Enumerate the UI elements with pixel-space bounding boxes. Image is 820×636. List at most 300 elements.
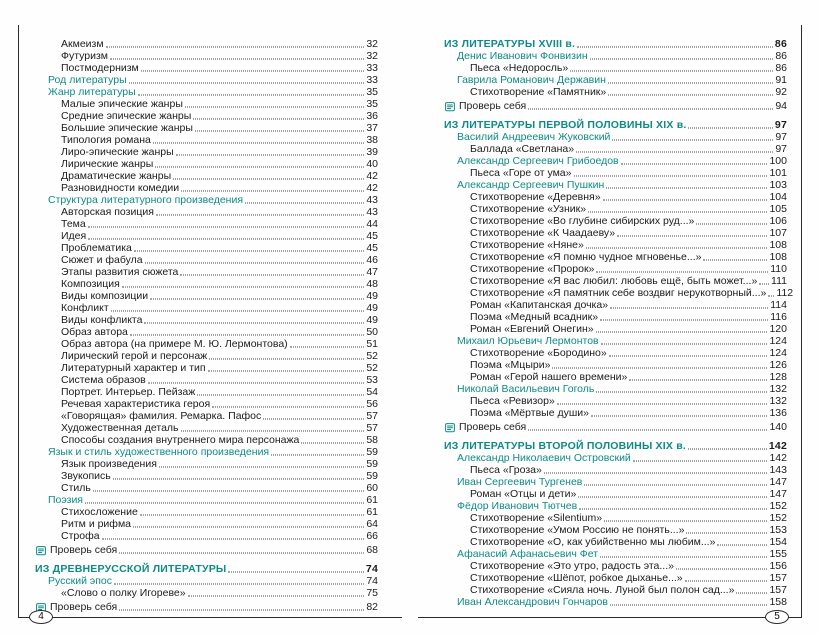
- toc-entry-page: 35: [366, 98, 378, 110]
- toc-dots-leader: [245, 192, 364, 204]
- toc-entry-title: Жанр литературы: [48, 86, 136, 98]
- toc-dots-leader: [603, 189, 768, 201]
- toc-dots-leader: [601, 333, 768, 345]
- toc-entry-page: 35: [366, 86, 378, 98]
- toc-entry-title: Стиль: [61, 482, 91, 494]
- toc-entry-page: 43: [366, 206, 378, 218]
- toc-entry-page: 45: [366, 242, 378, 254]
- toc-dots-leader: [736, 582, 767, 594]
- toc-entry-page: 74: [366, 575, 378, 587]
- toc-entry-page: 126: [769, 359, 787, 371]
- toc-entry-page: 111: [771, 275, 787, 287]
- toc-entry-title: ИЗ ДРЕВНЕРУССКОЙ ЛИТЕРАТУРЫ: [35, 563, 227, 575]
- toc-entry-title: Стихотворение «Умом Россию не понять...»: [470, 524, 685, 536]
- toc-entry: [35, 601, 378, 613]
- toc-entry-title: Образ автора (на примере М. Ю. Лермонтова): [61, 338, 288, 350]
- toc-dots-leader: [301, 432, 364, 444]
- toc-entry-page: 56: [366, 398, 378, 410]
- toc-entry-page: 38: [366, 134, 378, 146]
- toc-entry: [444, 407, 787, 419]
- toc-entry-title: Гаврила Романович Державин: [457, 74, 606, 86]
- toc-entry-title: Михаил Юрьевич Лермонтов: [457, 335, 599, 347]
- toc-entry-page: 147: [769, 488, 787, 500]
- toc-entry-page: 101: [769, 167, 787, 179]
- toc-entry-title: Василий Андреевич Жуковский: [457, 131, 611, 143]
- toc-entry-page: 33: [366, 62, 378, 74]
- toc-entry: [35, 544, 378, 556]
- toc-entry-page: 104: [769, 191, 787, 203]
- toc-entry-title: Проверь себя: [50, 544, 118, 556]
- toc-entry-page: 54: [366, 386, 378, 398]
- toc-entry-title: Денис Иванович Фонвизин: [457, 50, 588, 62]
- toc-entry-title: Роман «Евгений Онегин»: [470, 323, 594, 335]
- toc-entry-title: «Слово о полку Игореве»: [61, 587, 186, 599]
- toc-entry-page: 37: [366, 122, 378, 134]
- toc-entry-title: Стихотворение «Деревня»: [470, 191, 601, 203]
- toc-entry-page: 94: [775, 100, 787, 112]
- toc-entry-page: 152: [769, 500, 787, 512]
- toc-dots-leader: [176, 144, 365, 156]
- toc-dots-leader: [688, 117, 772, 129]
- toc-entry-title: Авторская позиция: [61, 206, 154, 218]
- toc-dots-leader: [528, 98, 773, 110]
- toc-dots-leader: [141, 60, 365, 72]
- toc-entry-title: Язык и стиль художественного произведения: [48, 446, 270, 458]
- toc-entry-page: 45: [366, 230, 378, 242]
- toc-entry-page: 66: [366, 530, 378, 542]
- toc-entry-page: 86: [774, 38, 787, 50]
- toc-entry: [444, 421, 787, 433]
- toc-entry-title: Портрет. Интерьер. Пейзаж: [61, 386, 196, 398]
- toc-entry-page: 48: [366, 278, 378, 290]
- toc-entry-page: 114: [770, 299, 787, 311]
- toc-entry-page: 105: [769, 203, 787, 215]
- toc-dots-leader: [596, 261, 768, 273]
- toc-dots-leader: [600, 309, 768, 321]
- toc-entry-page: 97: [775, 143, 787, 155]
- page-number-badge-right: [765, 610, 789, 624]
- toc-entry-page: 40: [366, 158, 378, 170]
- toc-dots-leader: [609, 345, 768, 357]
- toc-entry: [444, 86, 787, 98]
- toc-dots-leader: [185, 96, 364, 108]
- toc-dots-leader: [93, 480, 364, 492]
- toc-entry: [35, 530, 378, 542]
- toc-dots-leader: [612, 129, 773, 141]
- toc-entry-page: 49: [366, 290, 378, 302]
- toc-entry-title: Проверь себя: [459, 421, 527, 433]
- toc-entry-title: Баллада «Светлана»: [470, 143, 575, 155]
- toc-entry-title: Сюжет и фабула: [61, 254, 143, 266]
- toc-entry-title: Стихотворение «Няне»: [470, 239, 584, 251]
- toc-dots-leader: [696, 213, 767, 225]
- toc-dots-leader: [590, 48, 774, 60]
- toc-entry-title: ИЗ ЛИТЕРАТУРЫ ПЕРВОЙ ПОЛОВИНЫ XIX в.: [444, 119, 687, 131]
- toc-dots-leader: [150, 288, 364, 300]
- toc-entry-title: Виды конфликта: [61, 314, 143, 326]
- page-number: 4: [38, 611, 44, 622]
- toc-dots-leader: [528, 419, 767, 431]
- toc-entry-title: Пьеса «Недоросль»: [470, 62, 569, 74]
- toc-dots-leader: [610, 594, 768, 606]
- toc-dots-leader: [180, 264, 364, 276]
- toc-entry-page: 157: [769, 572, 787, 584]
- toc-dots-leader: [676, 558, 768, 570]
- toc-entry-title: Фёдор Иванович Тютчев: [457, 500, 578, 512]
- toc-entry-page: 112: [776, 287, 794, 299]
- toc-dots-leader: [608, 84, 773, 96]
- toc-dots-leader: [153, 132, 364, 144]
- toc-entry-page: 57: [366, 410, 378, 422]
- toc-dots-leader: [606, 177, 767, 189]
- toc-entry-page: 74: [365, 563, 378, 575]
- toc-entry-title: Акмеизм: [61, 38, 104, 50]
- toc-dots-leader: [144, 312, 364, 324]
- toc-entry-page: 108: [769, 251, 787, 263]
- toc-entry-title: Разновидности комедии: [61, 182, 180, 194]
- toc-entry-title: Способы создания внутреннего мира персонажа: [61, 434, 300, 446]
- toc-entry-title: Большие эпические жанры: [61, 122, 193, 134]
- toc-entry-page: 33: [366, 74, 378, 86]
- toc-entry-title: Лирический герой и персонаж: [61, 350, 208, 362]
- toc-dots-leader: [579, 498, 767, 510]
- toc-dots-leader: [209, 348, 364, 360]
- toc-dots-leader: [271, 444, 364, 456]
- toc-entry-page: 39: [366, 146, 378, 158]
- toc-entry: [35, 587, 378, 599]
- toc-dots-leader: [228, 561, 364, 573]
- toc-dots-leader: [633, 450, 768, 462]
- toc-dots-leader: [610, 297, 768, 309]
- toc-entry-title: Стихотворение «Я помню чудное мгновенье...»: [470, 251, 702, 263]
- toc-dots-leader: [106, 36, 365, 48]
- toc-entry-title: Постмодернизм: [61, 62, 139, 74]
- toc-entry-page: 108: [769, 239, 787, 251]
- toc-entry-title: ИЗ ЛИТЕРАТУРЫ ВТОРОЙ ПОЛОВИНЫ XIX в.: [444, 440, 686, 452]
- toc-dots-leader: [197, 384, 364, 396]
- toc-entry-title: Типология романа: [61, 134, 151, 146]
- toc-entry-page: 36: [366, 110, 378, 122]
- toc-entry-page: 46: [366, 254, 378, 266]
- toc-dots-leader: [145, 252, 365, 264]
- toc-entry-page: 59: [366, 446, 378, 458]
- toc-entry-page: 136: [769, 407, 787, 419]
- toc-entry-page: 58: [366, 434, 378, 446]
- toc-entry-page: 142: [769, 452, 787, 464]
- toc-entry-page: 47: [366, 266, 378, 278]
- toc-entry-page: 50: [366, 326, 378, 338]
- notebook-pencil-icon: [35, 545, 47, 556]
- toc-entry-page: 61: [366, 506, 378, 518]
- toc-dots-leader: [685, 570, 768, 582]
- toc-dots-leader: [759, 273, 769, 285]
- toc-entry-page: 59: [366, 458, 378, 470]
- toc-entry-title: Стихотворение «К Чаадаеву»: [470, 227, 616, 239]
- toc-entry-title: Проверь себя: [459, 100, 527, 112]
- toc-dots-leader: [130, 324, 364, 336]
- toc-dots-leader: [263, 408, 364, 420]
- toc-dots-leader: [290, 336, 365, 348]
- toc-dots-leader: [577, 36, 773, 48]
- toc-entry-page: 61: [366, 494, 378, 506]
- toc-entry-page: 140: [769, 421, 787, 433]
- toc-dots-leader: [140, 504, 365, 516]
- toc-entry-page: 132: [769, 383, 787, 395]
- toc-dots-leader: [212, 396, 364, 408]
- toc-entry-title: Стихотворение «О, как убийственно мы любим...»: [470, 536, 716, 548]
- toc-column-right: [444, 38, 794, 608]
- toc-dots-leader: [119, 599, 364, 611]
- toc-entry-title: Стихотворение «Я вас любил: любовь ещё, быть может...»: [470, 275, 758, 287]
- toc-entry-page: 153: [769, 524, 787, 536]
- toc-dots-leader: [110, 48, 364, 60]
- toc-dots-leader: [122, 276, 364, 288]
- toc-dots-leader: [768, 285, 774, 297]
- toc-entry-title: Проблематика: [61, 242, 132, 254]
- footer-rule-right: [418, 617, 801, 618]
- toc-entry-page: 110: [770, 263, 787, 275]
- toc-entry-title: Ритм и рифма: [61, 518, 131, 530]
- toc-entry-title: Поэма «Медный всадник»: [470, 311, 599, 323]
- toc-entry-page: 68: [366, 544, 378, 556]
- toc-entry-page: 97: [775, 131, 787, 143]
- toc-entry-title: Афанасий Афанасьевич Фет: [457, 548, 599, 560]
- toc-entry-title: Звукопись: [61, 470, 111, 482]
- toc-entry-page: 152: [769, 512, 787, 524]
- toc-entry-page: 32: [366, 38, 378, 50]
- toc-dots-leader: [133, 516, 364, 528]
- toc-dots-leader: [686, 522, 767, 534]
- toc-entry-page: 100: [769, 155, 787, 167]
- toc-entry-title: Лирические жанры: [61, 158, 154, 170]
- toc-dots-leader: [156, 204, 364, 216]
- notebook-pencil-icon: [444, 101, 456, 112]
- toc-entry-page: 59: [366, 470, 378, 482]
- toc-entry-title: Стихотворение «Пророк»: [470, 263, 595, 275]
- toc-entry-page: 128: [769, 371, 787, 383]
- toc-entry-page: 86: [775, 50, 787, 62]
- toc-entry-title: Стихотворение «Silentium»: [470, 512, 603, 524]
- toc-entry: [444, 275, 787, 287]
- toc-entry-page: 75: [366, 587, 378, 599]
- toc-entry-title: Стихотворение «Это утро, радость эта...»: [470, 560, 674, 572]
- toc-entry-page: 53: [366, 374, 378, 386]
- toc-entry-title: Система образов: [61, 374, 146, 386]
- notebook-pencil-icon: [444, 422, 456, 433]
- toc-entry-page: 124: [769, 347, 787, 359]
- toc-entry-title: Иван Сергеевич Тургенев: [457, 476, 583, 488]
- toc-entry-title: Тема: [61, 218, 86, 230]
- toc-dots-leader: [617, 225, 767, 237]
- toc-entry-page: 32: [366, 50, 378, 62]
- toc-dots-leader: [195, 120, 364, 132]
- toc-entry-title: Пьеса «Гроза»: [470, 464, 542, 476]
- toc-entry-title: Средние эпические жанры: [61, 110, 192, 122]
- toc-entry-title: Стихотворение «Бородино»: [470, 347, 607, 359]
- toc-dots-leader: [193, 108, 364, 120]
- toc-entry-title: Стихотворение «Во глубине сибирских руд...»: [470, 215, 695, 227]
- toc-entry-title: Строфа: [61, 530, 100, 542]
- toc-entry-title: «Говорящая» фамилия. Ремарка. Пафос: [61, 410, 262, 422]
- toc-entry: [444, 263, 787, 275]
- toc-dots-leader: [629, 369, 767, 381]
- toc-entry-page: 120: [769, 323, 787, 335]
- toc-dots-leader: [111, 300, 365, 312]
- toc-dots-leader: [600, 546, 767, 558]
- toc-dots-leader: [119, 542, 364, 554]
- toc-dots-leader: [208, 360, 365, 372]
- toc-entry-title: Идея: [61, 230, 87, 242]
- toc-entry-page: 49: [366, 302, 378, 314]
- toc-dots-leader: [134, 240, 364, 252]
- toc-dots-leader: [586, 237, 768, 249]
- toc-entry-title: Роман «Герой нашего времени»: [470, 371, 628, 383]
- toc-entry-title: Художественная деталь: [61, 422, 179, 434]
- toc-dots-leader: [557, 393, 768, 405]
- toc-entry: [444, 100, 787, 112]
- toc-dots-leader: [584, 474, 767, 486]
- toc-entry-title: Литературный характер и тип: [61, 362, 206, 374]
- toc-dots-leader: [114, 573, 364, 585]
- toc-entry-title: Речевая характеристика героя: [61, 398, 211, 410]
- toc-entry-page: 43: [366, 194, 378, 206]
- toc-entry-page: 91: [775, 74, 787, 86]
- toc-entry-title: Язык произведения: [61, 458, 157, 470]
- toc-entry-title: Александр Сергеевич Грибоедов: [457, 155, 619, 167]
- toc-dots-leader: [88, 216, 365, 228]
- toc-entry-page: 86: [775, 62, 787, 74]
- toc-entry-title: Стихотворение «Памятник»: [470, 86, 607, 98]
- toc-dots-leader: [596, 321, 768, 333]
- toc-entry-title: Композиция: [61, 278, 120, 290]
- toc-entry-page: 124: [769, 335, 787, 347]
- toc-entry-title: Конфликт: [61, 302, 109, 314]
- toc-entry-title: Поэма «Мёртвые души»: [470, 407, 589, 419]
- toc-dots-leader: [591, 405, 768, 417]
- toc-entry-page: 107: [769, 227, 787, 239]
- toc-dots-leader: [138, 84, 365, 96]
- toc-entry-title: Структура литературного произведения: [48, 194, 244, 206]
- toc-entry-page: 156: [769, 560, 787, 572]
- toc-entry-title: Роман «Отцы и дети»: [470, 488, 577, 500]
- page-number: 5: [774, 611, 780, 622]
- toc-entry-title: Образ автора: [61, 326, 128, 338]
- toc-entry-title: Стихосложение: [61, 506, 138, 518]
- toc-entry-page: 44: [366, 218, 378, 230]
- page-number-badge-left: [29, 610, 53, 624]
- toc-column-left: [35, 38, 378, 613]
- toc-dots-leader: [552, 357, 767, 369]
- toc-dots-leader: [181, 180, 364, 192]
- toc-entry-page: 155: [769, 548, 787, 560]
- toc-entry-page: 116: [770, 311, 787, 323]
- toc-dots-leader: [578, 486, 767, 498]
- toc-entry-title: Стихотворение «Узник»: [470, 203, 587, 215]
- toc-entry-page: 154: [769, 536, 787, 548]
- toc-entry-page: 132: [769, 395, 787, 407]
- toc-dots-leader: [703, 249, 767, 261]
- toc-entry-title: Род литературы: [48, 74, 127, 86]
- toc-dots-leader: [88, 228, 364, 240]
- toc-entry-page: 64: [366, 518, 378, 530]
- toc-dots-leader: [159, 456, 364, 468]
- toc-entry: [444, 596, 787, 608]
- toc-dots-leader: [85, 492, 364, 504]
- toc-entry-page: 42: [366, 182, 378, 194]
- toc-entry-title: Стихотворение «Я памятник себе воздвиг нерукотворный...»: [470, 287, 767, 299]
- toc-entry-page: 157: [769, 584, 787, 596]
- toc-entry-page: 51: [366, 338, 378, 350]
- toc-dots-leader: [129, 72, 365, 84]
- toc-dots-leader: [621, 153, 768, 165]
- toc-dots-leader: [596, 381, 767, 393]
- toc-entry-title: Проверь себя: [50, 601, 118, 613]
- toc-entry-page: 60: [366, 482, 378, 494]
- toc-entry-title: Поэзия: [48, 494, 83, 506]
- toc-entry-page: 52: [366, 350, 378, 362]
- toc-entry-page: 103: [769, 179, 787, 191]
- toc-entry-title: Николай Васильевич Гоголь: [457, 383, 595, 395]
- toc-entry-title: Русский эпос: [48, 575, 113, 587]
- toc-dots-leader: [576, 141, 773, 153]
- toc-entry-page: 158: [769, 596, 787, 608]
- toc-entry-title: Виды композиции: [61, 290, 149, 302]
- toc-entry-title: Стихотворение «Сияла ночь. Луной был полон сад...»: [470, 584, 735, 596]
- toc-entry-page: 142: [768, 440, 787, 452]
- toc-dots-leader: [604, 510, 767, 522]
- toc-entry-title: Поэма «Мцыри»: [470, 359, 551, 371]
- toc-dots-leader: [173, 168, 364, 180]
- toc-entry-page: 82: [366, 601, 378, 613]
- toc-dots-leader: [717, 534, 767, 546]
- toc-dots-leader: [570, 60, 773, 72]
- page-edge-line-left: [18, 25, 19, 618]
- toc-dots-leader: [574, 165, 768, 177]
- toc-entry-page: 147: [769, 476, 787, 488]
- toc-entry-page: 92: [775, 86, 787, 98]
- toc-entry-page: 143: [769, 464, 787, 476]
- page-edge-line-right: [801, 25, 802, 618]
- toc-dots-leader: [102, 528, 365, 540]
- toc-dots-leader: [113, 468, 365, 480]
- toc-dots-leader: [155, 156, 364, 168]
- toc-entry-page: 52: [366, 362, 378, 374]
- toc-entry-title: Александр Сергеевич Пушкин: [457, 179, 605, 191]
- toc-dots-leader: [588, 201, 767, 213]
- toc-entry-title: Футуризм: [61, 50, 109, 62]
- toc-dots-leader: [544, 462, 768, 474]
- toc-dots-leader: [188, 585, 365, 597]
- toc-entry-title: Роман «Капитанская дочка»: [470, 299, 609, 311]
- toc-entry-title: ИЗ ЛИТЕРАТУРЫ XVIII в.: [444, 38, 576, 50]
- toc-entry-page: 57: [366, 422, 378, 434]
- toc-entry-page: 97: [774, 119, 787, 131]
- toc-entry-title: Стихотворение «Шёпот, робкое дыханье...»: [470, 572, 683, 584]
- toc-dots-leader: [148, 372, 365, 384]
- toc-entry-title: Лиро-эпические жанры: [61, 146, 174, 158]
- toc-dots-leader: [608, 72, 773, 84]
- toc-entry-title: Александр Николаевич Островский: [457, 452, 631, 464]
- toc-dots-leader: [181, 420, 365, 432]
- toc-entry-title: Драматические жанры: [61, 170, 172, 182]
- toc-entry-title: Иван Александрович Гончаров: [457, 596, 608, 608]
- toc-dots-leader: [688, 438, 767, 450]
- toc-entry-page: 106: [769, 215, 787, 227]
- toc-entry-title: Этапы развития сюжета: [61, 266, 179, 278]
- footer-rule-left: [18, 617, 402, 618]
- toc-entry-title: Пьеса «Ревизор»: [470, 395, 555, 407]
- toc-entry-page: 49: [366, 314, 378, 326]
